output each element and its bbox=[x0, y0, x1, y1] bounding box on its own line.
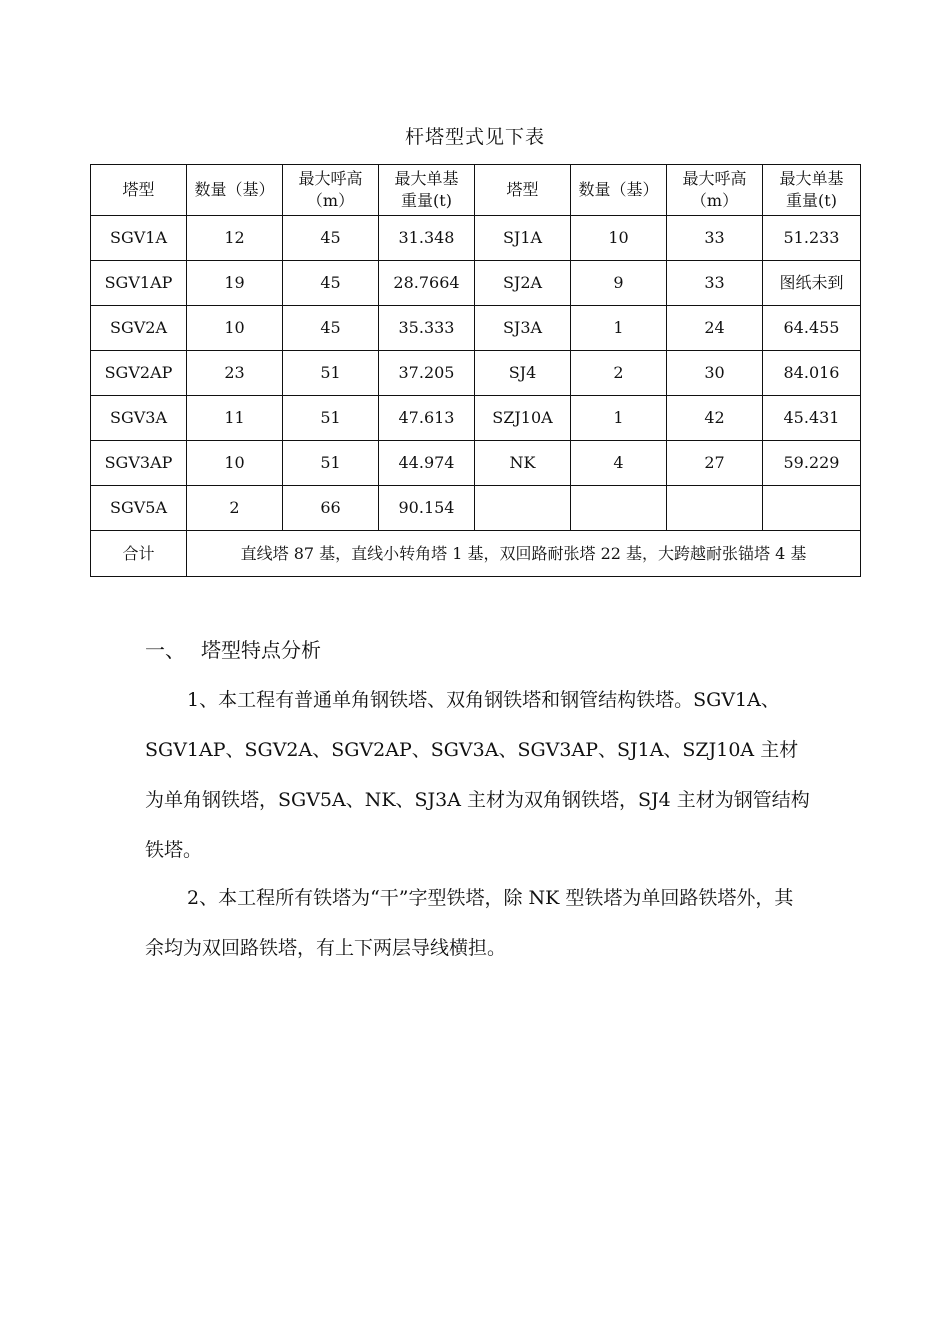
header-cell: 塔型 bbox=[91, 165, 187, 216]
table-cell: SJ4 bbox=[475, 351, 571, 396]
table-cell: 33 bbox=[667, 261, 763, 306]
table-cell: 51 bbox=[283, 396, 379, 441]
table-cell: SJ1A bbox=[475, 216, 571, 261]
table-cell: 31.348 bbox=[379, 216, 475, 261]
header-line: 最大单基 bbox=[779, 169, 844, 188]
table-row bbox=[91, 216, 861, 261]
table-cell: SGV2A bbox=[91, 306, 187, 351]
table-cell: 12 bbox=[187, 216, 283, 261]
table-cell: 51 bbox=[283, 351, 379, 396]
section-number: 一、 bbox=[145, 638, 185, 662]
table-cell bbox=[667, 486, 763, 531]
table-cell: 45.431 bbox=[763, 396, 861, 441]
table-cell: 10 bbox=[187, 441, 283, 486]
paragraph bbox=[145, 873, 810, 973]
table-cell: 33 bbox=[667, 216, 763, 261]
header-line: 重量(t) bbox=[786, 191, 837, 210]
header-cell bbox=[667, 165, 763, 216]
header-cell: 数量（基） bbox=[571, 165, 667, 216]
table-cell: NK bbox=[475, 441, 571, 486]
table-cell: 44.974 bbox=[379, 441, 475, 486]
table-cell: SGV5A bbox=[91, 486, 187, 531]
table-cell bbox=[571, 486, 667, 531]
table-cell: 24 bbox=[667, 306, 763, 351]
table-cell: 2 bbox=[571, 351, 667, 396]
table-cell: SGV1AP bbox=[91, 261, 187, 306]
header-line: 最大呼高 bbox=[298, 169, 363, 188]
table-cell: 9 bbox=[571, 261, 667, 306]
header-cell: 塔型 bbox=[475, 165, 571, 216]
paragraph-text: 2、本工程所有铁塔为“干”字型铁塔，除 NK 型铁塔为单回路铁塔外，其余均为双回路铁塔，有上下两层导线横担。 bbox=[145, 887, 794, 959]
tower-type-table bbox=[90, 164, 861, 577]
table-cell: 10 bbox=[571, 216, 667, 261]
header-line: （m） bbox=[690, 191, 739, 210]
table-cell: 51 bbox=[283, 441, 379, 486]
header-line: 重量(t) bbox=[401, 191, 452, 210]
header-line: （m） bbox=[306, 191, 355, 210]
total-summary: 直线塔 87 基，直线小转角塔 1 基，双回路耐张塔 22 基，大跨越耐张锚塔 4 基 bbox=[187, 531, 861, 577]
table-cell: SGV2AP bbox=[91, 351, 187, 396]
header-cell bbox=[283, 165, 379, 216]
table-cell bbox=[763, 486, 861, 531]
table-caption: 杆塔型式见下表 bbox=[404, 126, 545, 148]
table-cell: 23 bbox=[187, 351, 283, 396]
table-total-row bbox=[91, 531, 861, 577]
table-row bbox=[91, 441, 861, 486]
header-cell bbox=[379, 165, 475, 216]
table-cell: 45 bbox=[283, 261, 379, 306]
table-row bbox=[91, 306, 861, 351]
total-label: 合计 bbox=[91, 531, 187, 577]
table-cell: 图纸未到 bbox=[763, 261, 861, 306]
section-heading bbox=[145, 634, 321, 663]
table-cell: 10 bbox=[187, 306, 283, 351]
table-cell: SGV3A bbox=[91, 396, 187, 441]
table-cell: SGV1A bbox=[91, 216, 187, 261]
table-cell: 51.233 bbox=[763, 216, 861, 261]
table-cell: SGV3AP bbox=[91, 441, 187, 486]
header-cell bbox=[763, 165, 861, 216]
table-row bbox=[91, 261, 861, 306]
table-cell: 45 bbox=[283, 216, 379, 261]
table-cell: SJ3A bbox=[475, 306, 571, 351]
table-row bbox=[91, 351, 861, 396]
table-cell: 28.7664 bbox=[379, 261, 475, 306]
table-cell: 64.455 bbox=[763, 306, 861, 351]
section-title: 塔型特点分析 bbox=[201, 638, 321, 662]
header-cell: 数量（基） bbox=[187, 165, 283, 216]
table-cell: 45 bbox=[283, 306, 379, 351]
table-cell: 47.613 bbox=[379, 396, 475, 441]
paragraph-text: 1、本工程有普通单角钢铁塔、双角钢铁塔和钢管结构铁塔。SGV1A、SGV1AP、SGV2A、SGV2AP、SGV3A、SGV3AP、SJ1A、SZJ10A 主材为单角钢铁塔，SGV5A、NK、SJ3A 主材为双角钢铁塔，SJ4 主材为钢管结构铁塔。 bbox=[145, 689, 810, 861]
table-cell: 1 bbox=[571, 396, 667, 441]
table-cell: 30 bbox=[667, 351, 763, 396]
table-cell bbox=[475, 486, 571, 531]
table-cell: 11 bbox=[187, 396, 283, 441]
table-cell: SZJ10A bbox=[475, 396, 571, 441]
table-row bbox=[91, 486, 861, 531]
table-cell: 35.333 bbox=[379, 306, 475, 351]
paragraph bbox=[145, 675, 810, 875]
header-line: 最大呼高 bbox=[682, 169, 747, 188]
header-line: 最大单基 bbox=[394, 169, 459, 188]
table-cell: 90.154 bbox=[379, 486, 475, 531]
table-cell: 2 bbox=[187, 486, 283, 531]
table-cell: 27 bbox=[667, 441, 763, 486]
table-cell: 37.205 bbox=[379, 351, 475, 396]
table-cell: 1 bbox=[571, 306, 667, 351]
table-cell: 66 bbox=[283, 486, 379, 531]
table-row bbox=[91, 396, 861, 441]
table-cell: 19 bbox=[187, 261, 283, 306]
table-cell: 59.229 bbox=[763, 441, 861, 486]
table-header-row bbox=[91, 165, 861, 216]
table-cell: 42 bbox=[667, 396, 763, 441]
table-cell: SJ2A bbox=[475, 261, 571, 306]
table-cell: 84.016 bbox=[763, 351, 861, 396]
table-cell: 4 bbox=[571, 441, 667, 486]
